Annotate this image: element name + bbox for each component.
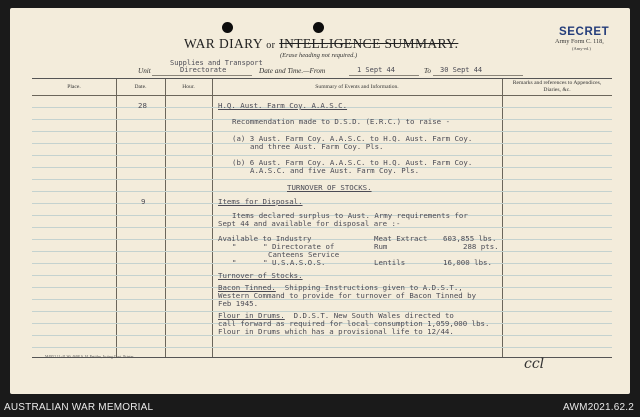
entry-text: D.D.S.T. New South Wales directed to	[293, 311, 454, 320]
erase-note: (Erase heading not required.)	[280, 52, 358, 59]
form-title	[184, 36, 458, 52]
ruled-line	[32, 131, 612, 132]
secret-stamp: SECRET	[559, 26, 610, 38]
entry-text: Sept 44 and available for disposal are :-	[218, 219, 401, 228]
unit-value-line2: Directorate	[180, 66, 227, 74]
column-header-date: Date.	[134, 84, 147, 90]
ruled-line	[32, 155, 612, 156]
disposal-row-qty: 288 pts.	[463, 242, 499, 251]
to-label: To	[424, 67, 431, 75]
entry-heading-farm-coy: H.Q. Aust. Farm Coy. A.A.S.C.	[218, 101, 348, 110]
archive-caption: AUSTRALIAN WAR MEMORIAL	[4, 402, 154, 413]
date-time-label: Date and Time.—From	[259, 67, 326, 75]
archive-reference: AWM2021.62.2	[563, 402, 634, 413]
entry-heading-turnover-stocks: Turnover of Stocks.	[218, 271, 303, 280]
entry-text: and three Aust. Farm Coy. Pls.	[250, 142, 384, 151]
entry-heading-turnover: TURNOVER OF STOCKS.	[287, 183, 372, 192]
disposal-row-qty: 16,000 lbs.	[443, 258, 492, 267]
disposal-row-label: Available to Industry	[218, 234, 312, 243]
entry-text: Western Command to provide for turnover of Bacon Tinned by	[218, 291, 477, 300]
disposal-row-qty: 603,855 lbs.	[443, 234, 497, 243]
punch-hole	[222, 22, 233, 33]
title-or: or	[266, 40, 276, 51]
entry-text: (a) 3 Aust. Farm Coy. A.A.S.C. to H.Q. Aust. Farm Coy.	[232, 134, 473, 143]
handwritten-initials: ccl	[524, 356, 545, 372]
column-divider	[116, 79, 117, 357]
ruled-line	[32, 347, 612, 348]
title-intelligence-summary: INTELLIGENCE SUMMARY.	[279, 36, 459, 51]
entry-text: (b) 6 Aust. Farm Coy. A.A.S.C. to H.Q. Aust. Farm Coy.	[232, 158, 473, 167]
unit-label: Unit	[138, 67, 151, 75]
column-header-hour: Hour.	[182, 84, 195, 90]
disposal-row-label: " " Directorate of	[232, 242, 335, 251]
ruled-line	[32, 203, 612, 204]
unit-value-line1: Supplies and Transport	[170, 59, 263, 67]
date-from-underline	[349, 75, 419, 76]
column-divider	[502, 79, 503, 357]
title-war-diary: WAR DIARY	[184, 36, 263, 51]
column-divider	[165, 79, 166, 357]
header-rule	[32, 95, 612, 96]
entry-text: Recommendation made to D.S.D. (E.R.C.) to raise -	[232, 117, 451, 126]
date-to-underline	[433, 75, 523, 76]
army-form-number: Army Form C. 118,	[555, 38, 604, 45]
disposal-row-label: " " U.S.A.S.O.S.	[232, 258, 326, 267]
entry-text: Items declared surplus to Aust. Army requirements for	[232, 211, 468, 220]
ruled-line	[32, 275, 612, 276]
entry-heading-bacon: Bacon Tinned.	[218, 283, 276, 292]
entry-heading-disposal: Items for Disposal.	[218, 197, 303, 206]
column-divider	[212, 79, 213, 357]
column-header-place: Place.	[67, 84, 81, 90]
entry-text: A.A.S.C. and five Aust. Farm Coy. Pls.	[250, 166, 420, 175]
entry-text: Shipping Instructions given to A.D.S.T.,	[284, 283, 463, 292]
unit-underline	[152, 75, 252, 76]
date-to: 30 Sept 44	[440, 66, 483, 74]
disposal-row-label: Canteens Service	[268, 250, 340, 259]
entry-heading-flour: Flour in Drums.	[218, 311, 285, 320]
ruled-line	[32, 179, 612, 180]
column-header-remarks: Remarks and references to Appendices, Diaries, &c.	[512, 80, 602, 93]
entry-date-28: 28	[138, 101, 147, 110]
date-from: 1 Sept 44	[357, 66, 395, 74]
disposal-row-item: Lentils	[374, 258, 406, 267]
punch-hole	[313, 22, 324, 33]
entry-text: Feb 1945.	[218, 299, 259, 308]
disposal-row-item: Rum	[374, 242, 388, 251]
ruled-line	[32, 239, 612, 240]
entry-text: call forward as required for local consumption 1,059,000 lbs.	[218, 319, 490, 328]
disposal-row-item: Meat Extract	[374, 234, 428, 243]
entry-date-9: 9	[141, 197, 146, 206]
army-form-sub: (Amy-ed.)	[572, 46, 591, 51]
entry-text: Flour in Drums which has a provisional life to 12/44.	[218, 327, 454, 336]
printer-imprint: M4952 11-41 Wt 4698 A. H. Pettifer, Acting Govt. Printer.	[45, 355, 135, 359]
column-header-summary: Summary of Events and Information.	[315, 84, 399, 90]
